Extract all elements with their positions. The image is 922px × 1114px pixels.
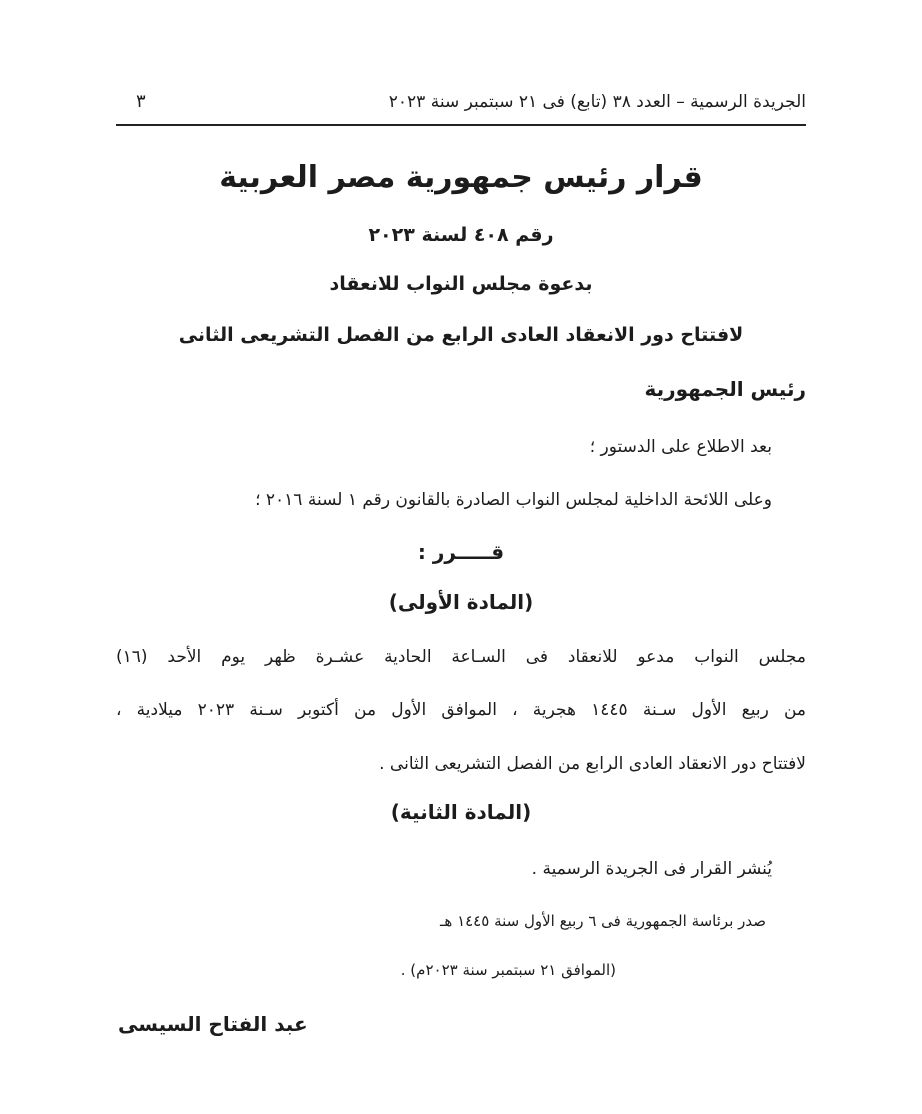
signature: عبد الفتاح السيسى — [118, 1012, 308, 1036]
article-1-line-1: مجلس النواب مدعو للانعقاد فى السـاعة الحادية عشـرة ظهر يوم الأحد (١٦) — [116, 647, 806, 667]
page-header — [116, 88, 806, 126]
issued-line-1: صدر برئاسة الجمهورية فى ٦ ربيع الأول سنة ١٤٤٥ هـ — [439, 912, 766, 930]
page-number: ٣ — [136, 91, 146, 112]
decree-subject-line-2: لافتتاح دور الانعقاد العادى الرابع من الفصل التشريعى الثانى — [178, 324, 744, 346]
preamble-bylaws: وعلى اللائحة الداخلية لمجلس النواب الصادرة بالقانون رقم ١ لسنة ٢٠١٦ ؛ — [255, 490, 772, 510]
decree-subject-line-1: بدعوة مجلس النواب للانعقاد — [329, 273, 593, 295]
decided-heading: قـــــرر : — [417, 540, 505, 564]
article-1-line-2: من ربيع الأول سـنة ١٤٤٥ هجرية ، الموافق الأول من أكتوبر سـنة ٢٠٢٣ ميلادية ، — [116, 700, 806, 720]
article-1-heading: (المادة الأولى) — [388, 590, 534, 614]
decree-number: رقم ٤٠٨ لسنة ٢٠٢٣ — [368, 224, 554, 246]
issuer-heading: رئيس الجمهورية — [644, 377, 806, 401]
issued-line-2: (الموافق ٢١ سبتمبر سنة ٢٠٢٣م) . — [400, 961, 616, 979]
preamble-constitution: بعد الاطلاع على الدستور ؛ — [589, 437, 772, 457]
article-1-line-3: لافتتاح دور الانعقاد العادى الرابع من الفصل التشريعى الثانى . — [379, 754, 806, 774]
article-2-line-1: يُنشر القرار فى الجريدة الرسمية . — [531, 859, 772, 879]
decree-title: قرار رئيس جمهورية مصر العربية — [219, 160, 703, 195]
header-title: الجريدة الرسمية – العدد ٣٨ (تابع) فى ٢١ سبتمبر سنة ٢٠٢٣ — [388, 92, 806, 112]
article-2-heading: (المادة الثانية) — [390, 800, 532, 824]
